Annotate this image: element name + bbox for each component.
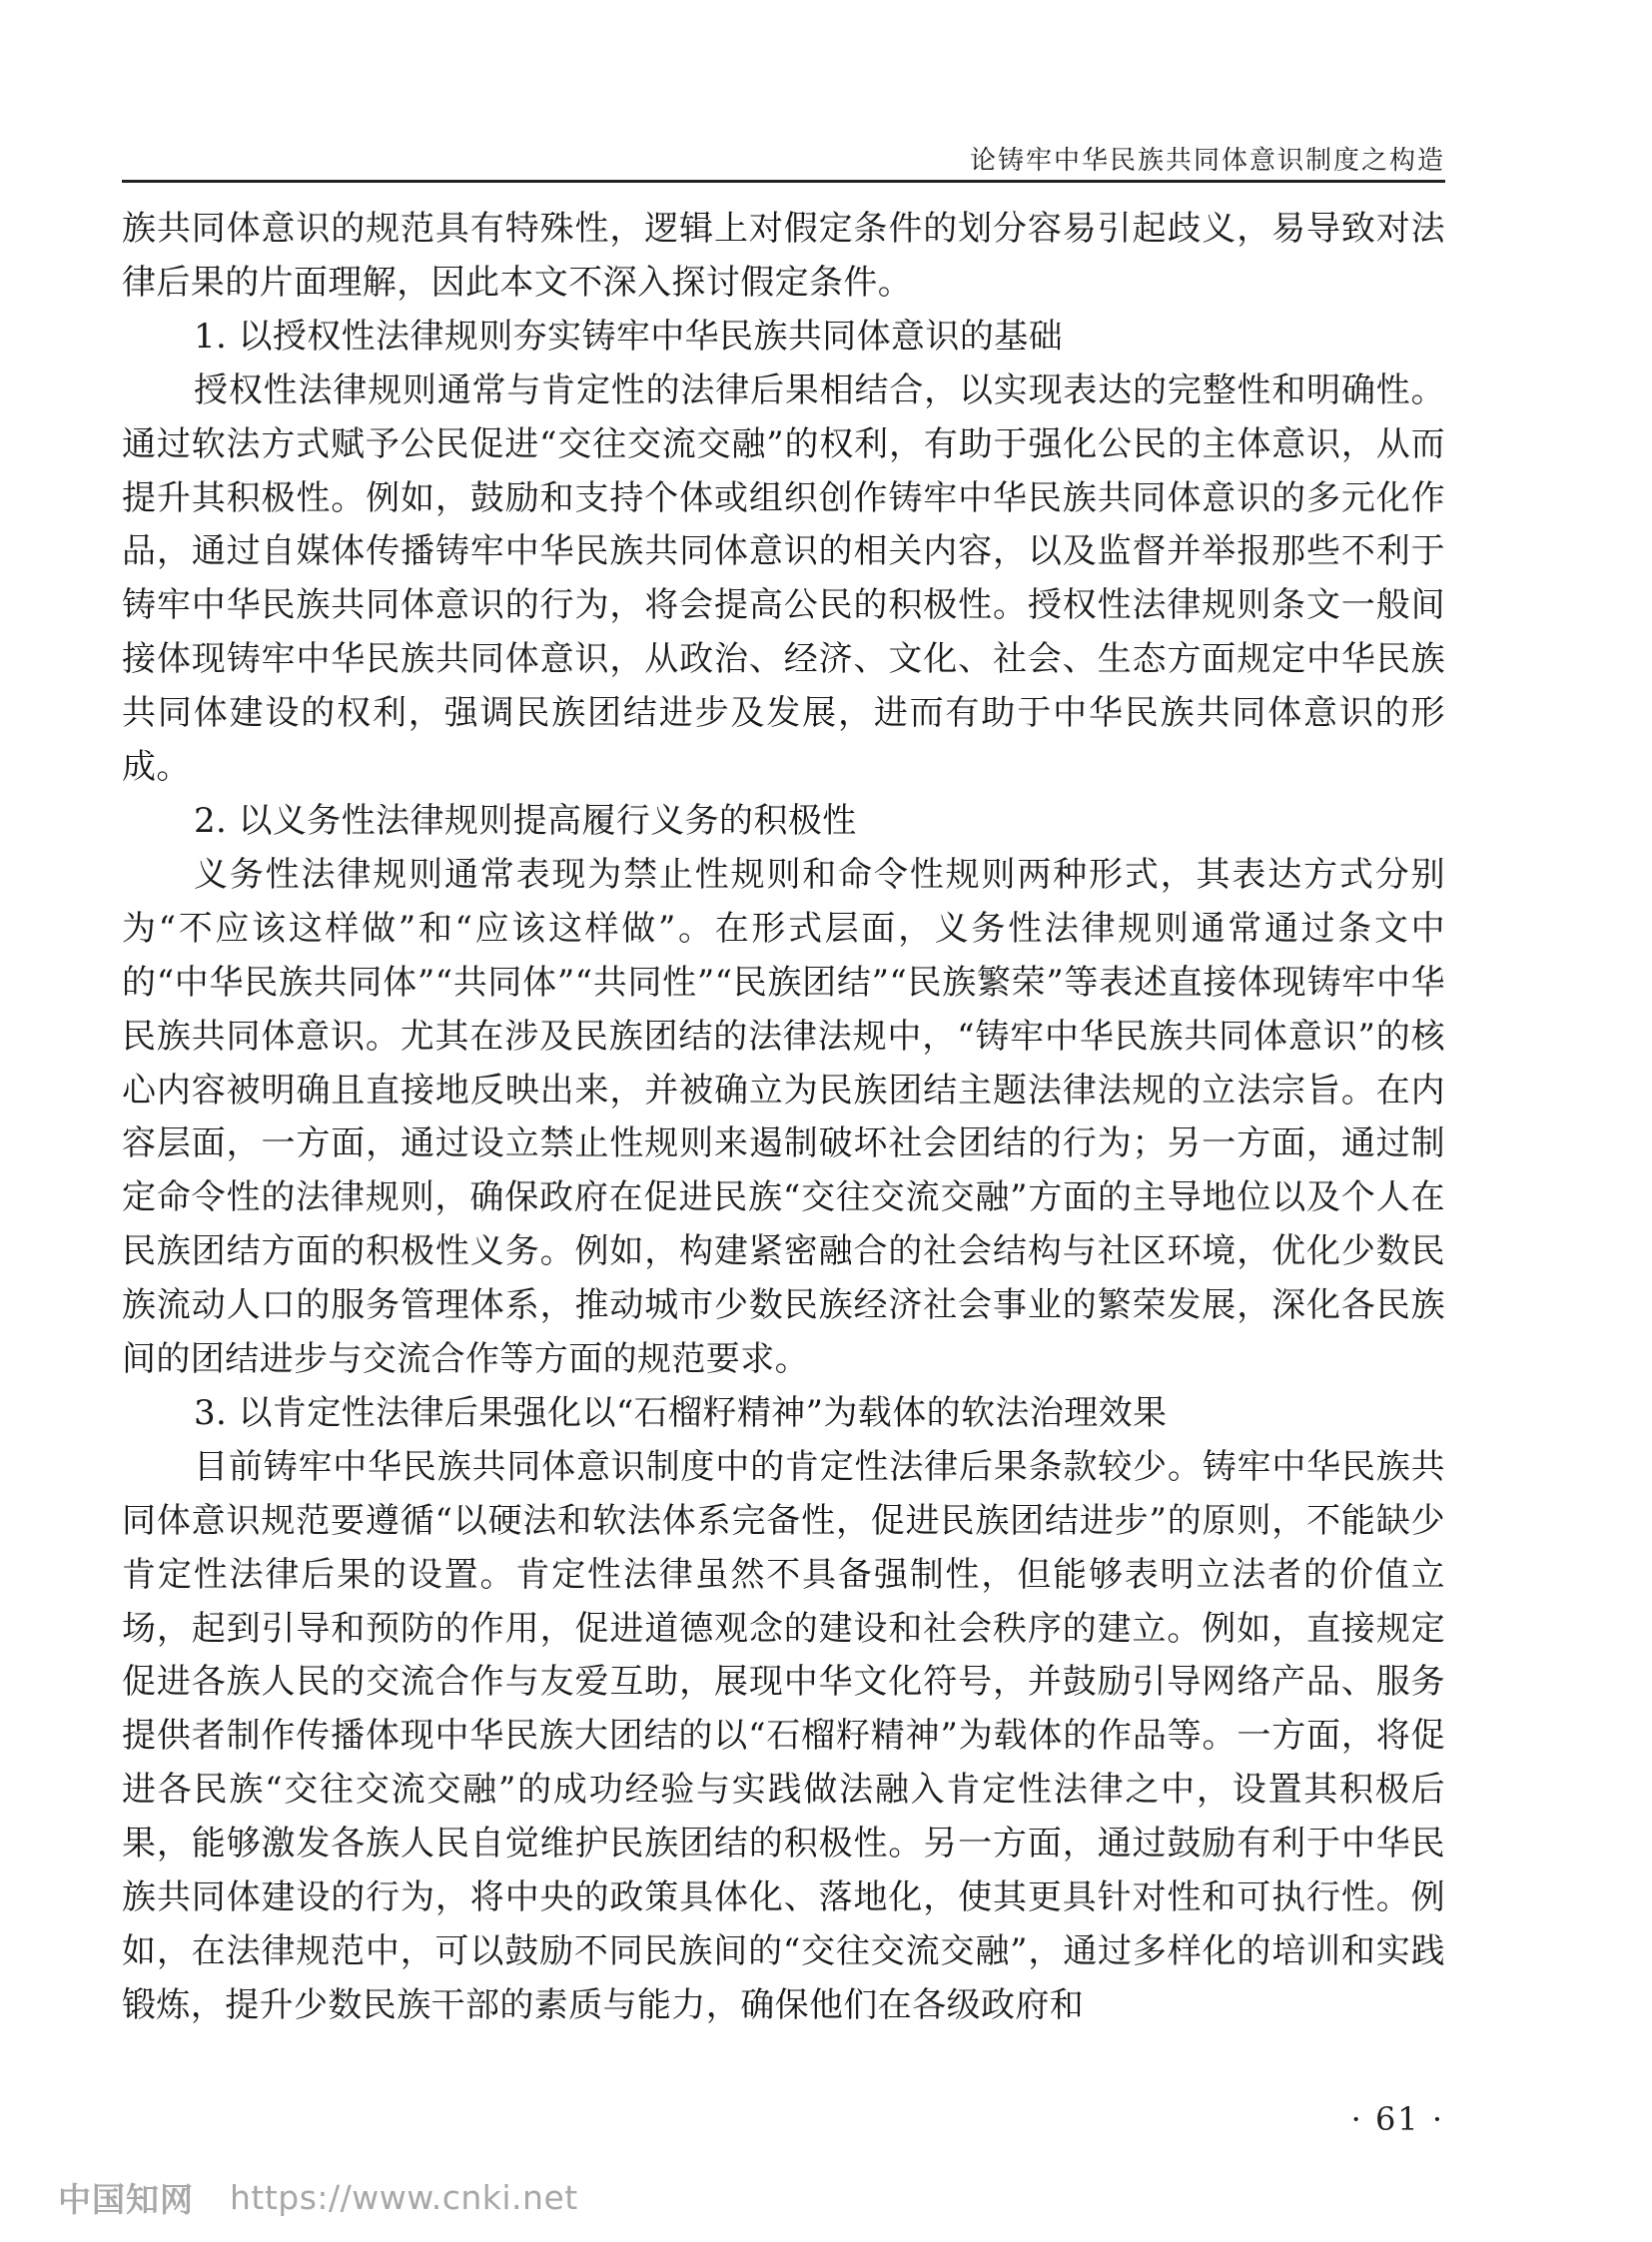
cnki-url: https://www.cnki.net	[230, 2177, 578, 2217]
section-heading-2: 2. 以义务性法律规则提高履行义务的积极性	[194, 800, 857, 841]
paragraph: 授权性法律规则通常与肯定性的法律后果相结合，以实现表达的完整性和明确性。通过软法方式赋予公民促进“交往交流交融”的权利，有助于强化公民的主体意识，从而提升其积极性。例如，鼓励和支持个体或组织创作铸牢中华民族共同体意识的多元化作品，通过自媒体传播铸牢中华民族共同体意识的相关内容，以及监督并举报那些不利于铸牢中华民族共同体意识的行为，将会提高公民的积极性。授权性法律规则条文一般间接体现铸牢中华民族共同体意识，从政治、经济、文化、社会、生态方面规定中华民族共同体建设的权利，强调民族团结进步及发展，进而有助于中华民族共同体意识的形成。	[122, 370, 1445, 788]
cnki-logo-text: 中国知网	[58, 2179, 194, 2219]
cnki-watermark	[58, 2172, 578, 2222]
section-heading-1: 1. 以授权性法律规则夯实铸牢中华民族共同体意识的基础	[194, 316, 1064, 357]
section-heading-3: 3. 以肯定性法律后果强化以“石榴籽精神”为载体的软法治理效果	[194, 1392, 1168, 1433]
paragraph: 义务性法律规则通常表现为禁止性规则和命令性规则两种形式，其表达方式分别为“不应该这样做”和“应该这样做”。在形式层面，义务性法律规则通常通过条文中的“中华民族共同体”“共同体”“共同性”“民族团结”“民族繁荣”等表述直接体现铸牢中华民族共同体意识。尤其在涉及民族团结的法律法规中，“铸牢中华民族共同体意识”的核心内容被明确且直接地反映出来，并被确立为民族团结主题法律法规的立法宗旨。在内容层面，一方面，通过设立禁止性规则来遏制破坏社会团结的行为；另一方面，通过制定命令性的法律规则，确保政府在促进民族“交往交流交融”方面的主导地位以及个人在民族团结方面的积极性义务。例如，构建紧密融合的社会结构与社区环境，优化少数民族流动人口的服务管理体系，推动城市少数民族经济社会事业的繁荣发展，深化各民族间的团结进步与交流合作等方面的规范要求。	[122, 854, 1445, 1380]
running-title: 论铸牢中华民族共同体意识制度之构造	[969, 146, 1445, 176]
page-number: · 61 ·	[1350, 2100, 1444, 2138]
paragraph: 目前铸牢中华民族共同体意识制度中的肯定性法律后果条款较少。铸牢中华民族共同体意识规范要遵循“以硬法和软法体系完备性，促进民族团结进步”的原则，不能缺少肯定性法律后果的设置。肯定性法律虽然不具备强制性，但能够表明立法者的价值立场，起到引导和预防的作用，促进道德观念的建设和社会秩序的建立。例如，直接规定促进各族人民的交流合作与友爱互助，展现中华文化符号，并鼓励引导网络产品、服务提供者制作传播体现中华民族大团结的以“石榴籽精神”为载体的作品等。一方面，将促进各民族“交往交流交融”的成功经验与实践做法融入肯定性法律之中，设置其积极后果，能够激发各族人民自觉维护民族团结的积极性。另一方面，通过鼓励有利于中华民族共同体建设的行为，将中央的政策具体化、落地化，使其更具针对性和可执行性。例如，在法律规范中，可以鼓励不同民族间的“交往交流交融”，通过多样化的培训和实践锻炼，提升少数民族干部的素质与能力，确保他们在各级政府和	[122, 1446, 1445, 2025]
running-header	[122, 140, 1445, 183]
article-body	[122, 203, 1445, 2033]
paragraph-continued: 族共同体意识的规范具有特殊性，逻辑上对假定条件的划分容易引起歧义，易导致对法律后果的片面理解，因此本文不深入探讨假定条件。	[122, 209, 1445, 303]
